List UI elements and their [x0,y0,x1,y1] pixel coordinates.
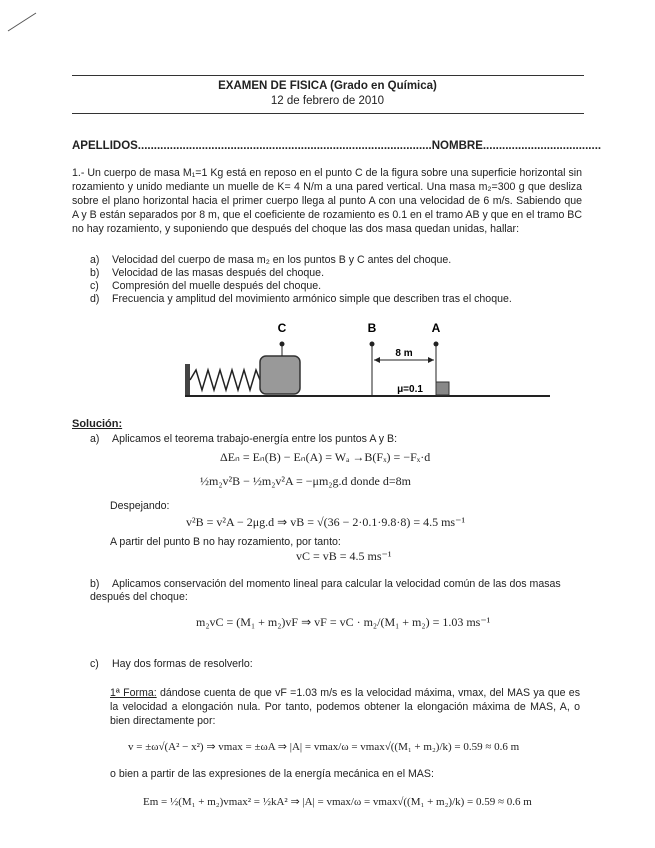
despejando-label: Despejando: [110,500,170,512]
problem-item: c) Compresión del muelle después del choque. [90,280,322,292]
problem-figure [180,316,560,408]
spring [190,370,260,390]
header-bottom-rule [72,113,584,114]
equation-c1: v = ±ω√(A² − x²) ⇒ vmax = ±ωA ⇒ |A| = vmax/ω = vmax√((M₁ + m₂)/k) = 0.59 ≈ 0.6 m [128,741,520,753]
label-point-b: B [367,321,377,335]
problem-item: d) Frecuencia y amplitud del movimiento armónico simple que describen tras el choque. [90,293,512,305]
distance-arrow-right-head [428,357,434,363]
problem-item: a) Velocidad del cuerpo de masa m₂ en los puntos B y C antes del choque. [90,254,452,266]
solution-a: a) Aplicamos el teorema trabajo-energía entre los puntos A y B: [90,433,398,445]
equation-b: m₂vC = (M₁ + m₂)vF ⇒ vF = vC · m₂/(M₁ + m₂) = 1.03 ms⁻¹ [196,615,491,629]
point-b-dot [370,342,375,347]
equation-a1: ΔEₙ = Eₙ(B) − Eₙ(A) = Wₐ →B(Fₓ) = −Fₓ·d [220,450,431,464]
label-point-a: A [431,321,441,335]
equation-c2: Em = ½(M₁ + m₂)vmax² = ½kA² ⇒ |A| = vmax/ω = vmax√((M₁ + m₂)/k) = 0.59 ≈ 0.6 m [143,796,532,808]
problem-item: b) Velocidad de las masas después del choque. [90,267,325,279]
friction-label: μ=0.1 [397,384,423,395]
label-point-c: C [277,321,287,335]
problem-items [90,254,590,306]
point-a-dot [434,342,439,347]
point-c-dot [280,342,285,347]
pen-scribble-mark [6,10,40,34]
equation-a2: ½m₂v²B − ½m₂v²A = −μm₂g.d donde d=8m [200,474,411,488]
forma1-paragraph: 1ª Forma: dándose cuenta de que vF =1.03 m/s es la velocidad máxima, vmax, del MAS ya que es la velocidad a elongación nula. Por tanto, podemos obtener la elongación máxima de MAS, A, o bien directamente por: [110,687,580,727]
exam-date: 12 de febrero de 2010 [270,95,385,107]
solution-c-mid: o bien a partir de las expresiones de la energía mecánica en el MAS: [110,768,434,780]
solution-c: c) Hay dos formas de resolverlo: [90,658,253,670]
header-top-rule [72,75,584,76]
solution-a-after: A partir del punto B no hay rozamiento, por tanto: [110,536,341,548]
equation-a3: v²B = v²A − 2μg.d ⇒ vB = √(36 − 2·0.1·9.8·8) = 4.5 ms⁻¹ [186,515,466,529]
wall [185,364,190,396]
equation-a4: vC = vB = 4.5 ms⁻¹ [296,549,392,563]
block-m2 [436,382,449,395]
distance-label: 8 m [395,348,413,359]
problem-intro: 1.- Un cuerpo de masa M₁=1 Kg está en reposo en el punto C de la figura sobre una superficie horizontal sin rozamiento y unido mediante un muelle de K= 4 N/m a una pared vertical. Una masa m₂=300 g que desliza sobre el plano horizontal hacia el primer cuerpo llega al punto A con una velocidad de 6 m/s. Sabiendo que A y B están separados por 8 m, que el coeficiente de rozamiento es 0.1 en el tramo AB y que en el tramo BC no hay rozamiento, y suponiendo que después del choque las dos masa quedan unidas, hallar: [72,167,582,235]
solution-b: b) Aplicamos conservación del momento lineal para calcular la velocidad común de las dos masas después del choque: [90,578,561,603]
solution-heading: Solución: [72,418,123,430]
exam-title: EXAMEN DE FISICA (Grado en Química) [218,80,437,92]
block-m1 [260,356,300,394]
distance-arrow-left-head [374,357,380,363]
names-line: APELLIDOS............................................................................................NOMBRE..................................... [72,140,602,152]
